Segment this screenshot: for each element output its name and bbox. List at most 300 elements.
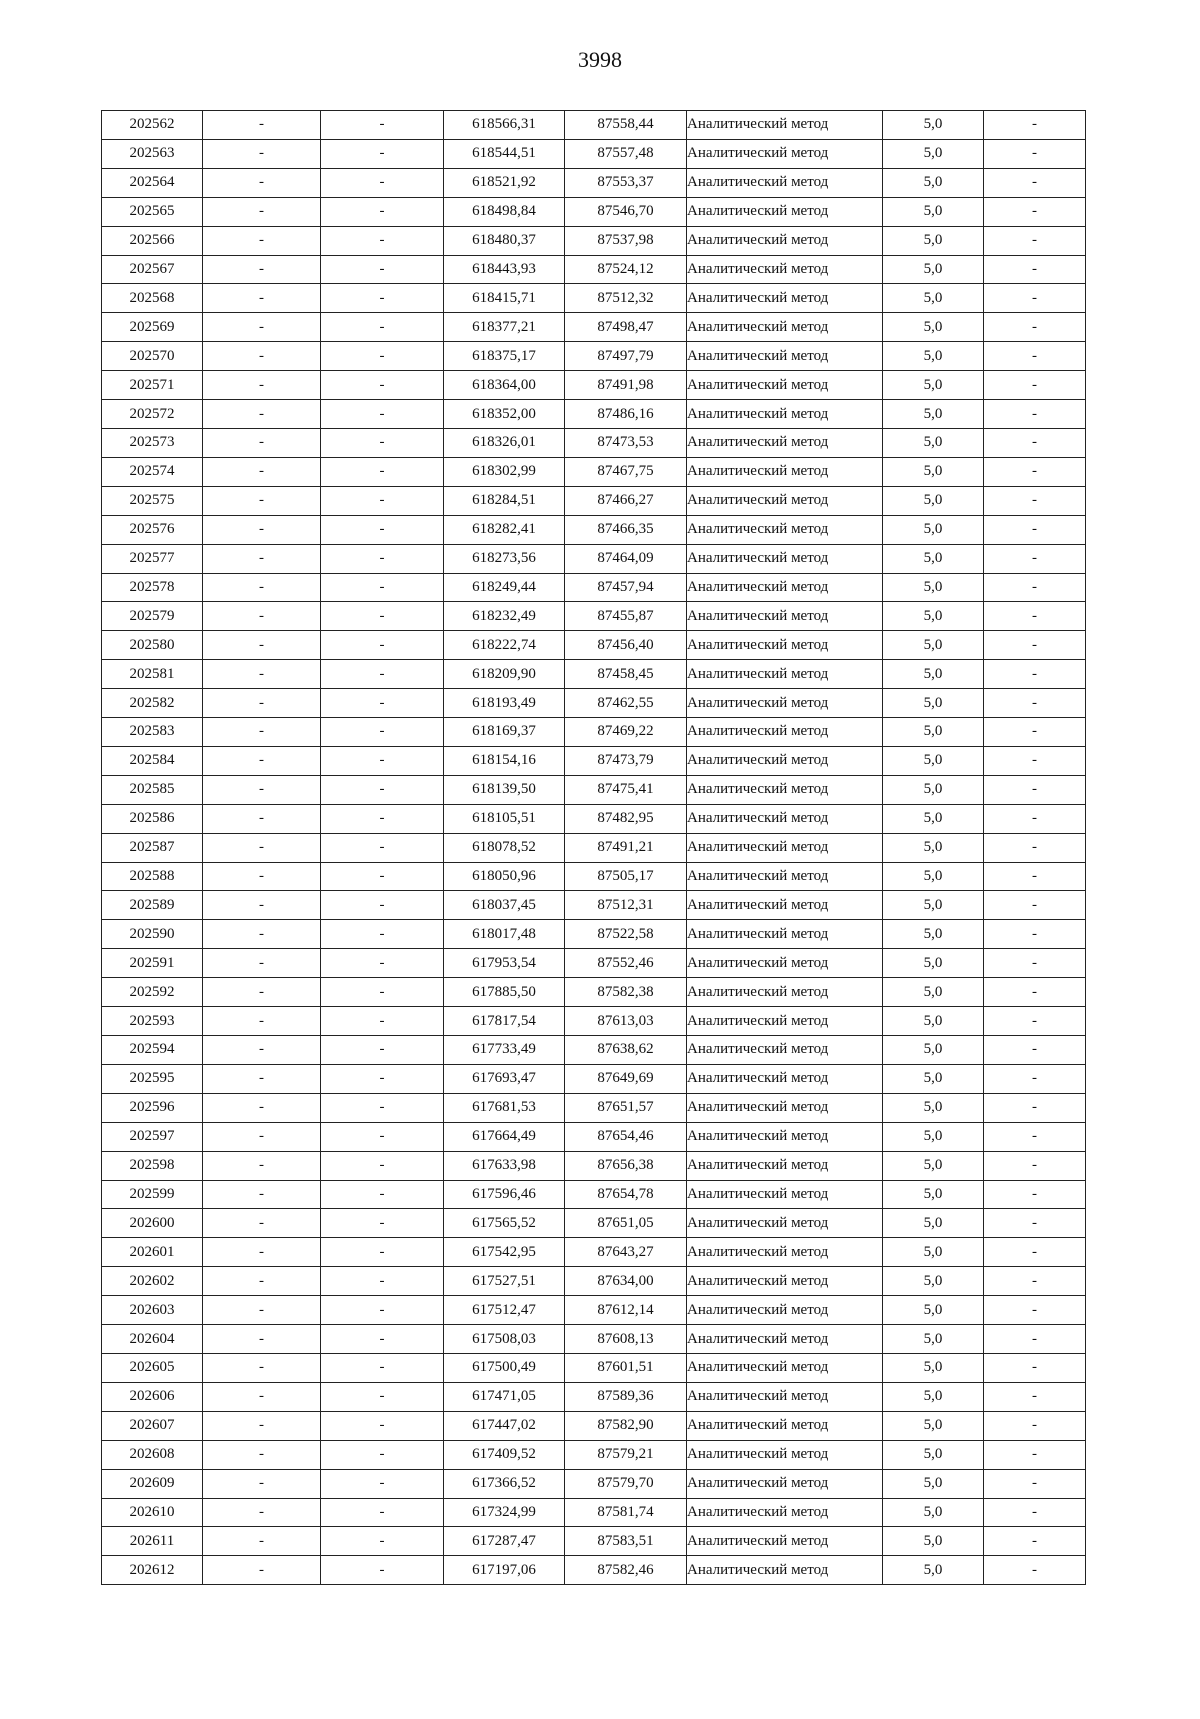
table-row: [102, 400, 1086, 429]
accuracy-cell: 5,0: [883, 139, 984, 168]
dash-cell: -: [203, 602, 321, 631]
dash-cell: -: [203, 1180, 321, 1209]
x-coordinate-cell: 618078,52: [444, 833, 565, 862]
dash-cell: -: [203, 862, 321, 891]
dash-cell: -: [321, 1180, 444, 1209]
accuracy-cell: 5,0: [883, 689, 984, 718]
x-coordinate-cell: 618273,56: [444, 544, 565, 573]
point-id-cell: 202564: [102, 168, 203, 197]
x-coordinate-cell: 618222,74: [444, 631, 565, 660]
table-row: [102, 1036, 1086, 1065]
dash-cell: -: [321, 1151, 444, 1180]
table-row: [102, 255, 1086, 284]
y-coordinate-cell: 87613,03: [565, 1007, 687, 1036]
method-cell: Аналитический метод: [687, 573, 883, 602]
method-cell: Аналитический метод: [687, 631, 883, 660]
y-coordinate-cell: 87643,27: [565, 1238, 687, 1267]
dash-cell: -: [984, 197, 1086, 226]
method-cell: Аналитический метод: [687, 1382, 883, 1411]
accuracy-cell: 5,0: [883, 1209, 984, 1238]
dash-cell: -: [203, 1093, 321, 1122]
accuracy-cell: 5,0: [883, 1267, 984, 1296]
point-id-cell: 202602: [102, 1267, 203, 1296]
point-id-cell: 202595: [102, 1064, 203, 1093]
point-id-cell: 202584: [102, 746, 203, 775]
dash-cell: -: [203, 1469, 321, 1498]
y-coordinate-cell: 87467,75: [565, 457, 687, 486]
accuracy-cell: 5,0: [883, 197, 984, 226]
point-id-cell: 202591: [102, 949, 203, 978]
table-row: [102, 631, 1086, 660]
x-coordinate-cell: 618480,37: [444, 226, 565, 255]
method-cell: Аналитический метод: [687, 746, 883, 775]
point-id-cell: 202581: [102, 660, 203, 689]
dash-cell: -: [321, 920, 444, 949]
point-id-cell: 202583: [102, 718, 203, 747]
y-coordinate-cell: 87608,13: [565, 1325, 687, 1354]
point-id-cell: 202573: [102, 428, 203, 457]
x-coordinate-cell: 617527,51: [444, 1267, 565, 1296]
point-id-cell: 202586: [102, 804, 203, 833]
dash-cell: -: [984, 833, 1086, 862]
dash-cell: -: [321, 139, 444, 168]
accuracy-cell: 5,0: [883, 660, 984, 689]
y-coordinate-cell: 87656,38: [565, 1151, 687, 1180]
x-coordinate-cell: 618193,49: [444, 689, 565, 718]
point-id-cell: 202612: [102, 1556, 203, 1585]
x-coordinate-cell: 617596,46: [444, 1180, 565, 1209]
method-cell: Аналитический метод: [687, 457, 883, 486]
y-coordinate-cell: 87558,44: [565, 111, 687, 140]
point-id-cell: 202580: [102, 631, 203, 660]
dash-cell: -: [984, 1151, 1086, 1180]
table-row: [102, 1411, 1086, 1440]
point-id-cell: 202578: [102, 573, 203, 602]
accuracy-cell: 5,0: [883, 457, 984, 486]
dash-cell: -: [203, 428, 321, 457]
method-cell: Аналитический метод: [687, 1469, 883, 1498]
y-coordinate-cell: 87579,70: [565, 1469, 687, 1498]
dash-cell: -: [203, 775, 321, 804]
y-coordinate-cell: 87524,12: [565, 255, 687, 284]
dash-cell: -: [321, 978, 444, 1007]
table-row: [102, 1353, 1086, 1382]
dash-cell: -: [203, 1238, 321, 1267]
x-coordinate-cell: 617633,98: [444, 1151, 565, 1180]
accuracy-cell: 5,0: [883, 1353, 984, 1382]
x-coordinate-cell: 617512,47: [444, 1296, 565, 1325]
dash-cell: -: [321, 804, 444, 833]
dash-cell: -: [321, 197, 444, 226]
accuracy-cell: 5,0: [883, 1498, 984, 1527]
dash-cell: -: [203, 746, 321, 775]
table-row: [102, 1556, 1086, 1585]
dash-cell: -: [321, 1093, 444, 1122]
x-coordinate-cell: 618017,48: [444, 920, 565, 949]
y-coordinate-cell: 87537,98: [565, 226, 687, 255]
table-row: [102, 775, 1086, 804]
accuracy-cell: 5,0: [883, 342, 984, 371]
dash-cell: -: [203, 515, 321, 544]
table-row: [102, 718, 1086, 747]
dash-cell: -: [984, 1267, 1086, 1296]
dash-cell: -: [203, 718, 321, 747]
x-coordinate-cell: 617565,52: [444, 1209, 565, 1238]
method-cell: Аналитический метод: [687, 833, 883, 862]
point-id-cell: 202607: [102, 1411, 203, 1440]
accuracy-cell: 5,0: [883, 284, 984, 313]
method-cell: Аналитический метод: [687, 255, 883, 284]
dash-cell: -: [321, 168, 444, 197]
method-cell: Аналитический метод: [687, 862, 883, 891]
point-id-cell: 202596: [102, 1093, 203, 1122]
method-cell: Аналитический метод: [687, 1238, 883, 1267]
dash-cell: -: [984, 371, 1086, 400]
y-coordinate-cell: 87634,00: [565, 1267, 687, 1296]
accuracy-cell: 5,0: [883, 602, 984, 631]
dash-cell: -: [321, 891, 444, 920]
method-cell: Аналитический метод: [687, 718, 883, 747]
point-id-cell: 202597: [102, 1122, 203, 1151]
table-row: [102, 197, 1086, 226]
dash-cell: -: [203, 486, 321, 515]
table-row: [102, 1382, 1086, 1411]
x-coordinate-cell: 617817,54: [444, 1007, 565, 1036]
table-row: [102, 284, 1086, 313]
dash-cell: -: [984, 139, 1086, 168]
accuracy-cell: 5,0: [883, 1556, 984, 1585]
y-coordinate-cell: 87582,38: [565, 978, 687, 1007]
dash-cell: -: [203, 891, 321, 920]
method-cell: Аналитический метод: [687, 111, 883, 140]
accuracy-cell: 5,0: [883, 891, 984, 920]
y-coordinate-cell: 87457,94: [565, 573, 687, 602]
x-coordinate-cell: 618037,45: [444, 891, 565, 920]
point-id-cell: 202608: [102, 1440, 203, 1469]
dash-cell: -: [984, 400, 1086, 429]
y-coordinate-cell: 87486,16: [565, 400, 687, 429]
dash-cell: -: [203, 1411, 321, 1440]
dash-cell: -: [984, 920, 1086, 949]
dash-cell: -: [321, 1556, 444, 1585]
x-coordinate-cell: 618443,93: [444, 255, 565, 284]
table-row: [102, 833, 1086, 862]
method-cell: Аналитический метод: [687, 197, 883, 226]
point-id-cell: 202594: [102, 1036, 203, 1065]
y-coordinate-cell: 87522,58: [565, 920, 687, 949]
y-coordinate-cell: 87497,79: [565, 342, 687, 371]
y-coordinate-cell: 87469,22: [565, 718, 687, 747]
dash-cell: -: [321, 1382, 444, 1411]
y-coordinate-cell: 87498,47: [565, 313, 687, 342]
point-id-cell: 202568: [102, 284, 203, 313]
dash-cell: -: [203, 1353, 321, 1382]
table-row: [102, 1498, 1086, 1527]
y-coordinate-cell: 87557,48: [565, 139, 687, 168]
method-cell: Аналитический метод: [687, 515, 883, 544]
accuracy-cell: 5,0: [883, 168, 984, 197]
dash-cell: -: [984, 457, 1086, 486]
dash-cell: -: [321, 1064, 444, 1093]
x-coordinate-cell: 618364,00: [444, 371, 565, 400]
table-row: [102, 891, 1086, 920]
x-coordinate-cell: 618415,71: [444, 284, 565, 313]
x-coordinate-cell: 617542,95: [444, 1238, 565, 1267]
y-coordinate-cell: 87464,09: [565, 544, 687, 573]
dash-cell: -: [984, 660, 1086, 689]
point-id-cell: 202590: [102, 920, 203, 949]
table-row: [102, 862, 1086, 891]
accuracy-cell: 5,0: [883, 544, 984, 573]
method-cell: Аналитический метод: [687, 689, 883, 718]
dash-cell: -: [984, 573, 1086, 602]
method-cell: Аналитический метод: [687, 920, 883, 949]
dash-cell: -: [321, 631, 444, 660]
x-coordinate-cell: 618326,01: [444, 428, 565, 457]
dash-cell: -: [321, 602, 444, 631]
table-row: [102, 573, 1086, 602]
accuracy-cell: 5,0: [883, 949, 984, 978]
dash-cell: -: [984, 1353, 1086, 1382]
dash-cell: -: [203, 457, 321, 486]
dash-cell: -: [321, 486, 444, 515]
table-row: [102, 660, 1086, 689]
method-cell: Аналитический метод: [687, 1122, 883, 1151]
dash-cell: -: [984, 1007, 1086, 1036]
y-coordinate-cell: 87654,78: [565, 1180, 687, 1209]
point-id-cell: 202605: [102, 1353, 203, 1382]
dash-cell: -: [203, 1036, 321, 1065]
dash-cell: -: [321, 342, 444, 371]
accuracy-cell: 5,0: [883, 978, 984, 1007]
dash-cell: -: [321, 1469, 444, 1498]
y-coordinate-cell: 87491,21: [565, 833, 687, 862]
table-row: [102, 1093, 1086, 1122]
accuracy-cell: 5,0: [883, 1411, 984, 1440]
x-coordinate-cell: 618521,92: [444, 168, 565, 197]
dash-cell: -: [203, 284, 321, 313]
dash-cell: -: [321, 284, 444, 313]
method-cell: Аналитический метод: [687, 949, 883, 978]
dash-cell: -: [984, 515, 1086, 544]
dash-cell: -: [321, 371, 444, 400]
table-row: [102, 689, 1086, 718]
table-row: [102, 139, 1086, 168]
dash-cell: -: [203, 197, 321, 226]
point-id-cell: 202593: [102, 1007, 203, 1036]
table-row: [102, 168, 1086, 197]
x-coordinate-cell: 618232,49: [444, 602, 565, 631]
x-coordinate-cell: 618377,21: [444, 313, 565, 342]
x-coordinate-cell: 618209,90: [444, 660, 565, 689]
y-coordinate-cell: 87654,46: [565, 1122, 687, 1151]
dash-cell: -: [321, 1325, 444, 1354]
dash-cell: -: [984, 111, 1086, 140]
dash-cell: -: [321, 1296, 444, 1325]
x-coordinate-cell: 618352,00: [444, 400, 565, 429]
dash-cell: -: [984, 949, 1086, 978]
y-coordinate-cell: 87552,46: [565, 949, 687, 978]
point-id-cell: 202592: [102, 978, 203, 1007]
x-coordinate-cell: 617693,47: [444, 1064, 565, 1093]
method-cell: Аналитический метод: [687, 1209, 883, 1238]
dash-cell: -: [203, 1527, 321, 1556]
point-id-cell: 202570: [102, 342, 203, 371]
y-coordinate-cell: 87473,53: [565, 428, 687, 457]
dash-cell: -: [203, 689, 321, 718]
dash-cell: -: [203, 660, 321, 689]
table-row: [102, 1296, 1086, 1325]
y-coordinate-cell: 87491,98: [565, 371, 687, 400]
dash-cell: -: [203, 1498, 321, 1527]
dash-cell: -: [321, 1411, 444, 1440]
method-cell: Аналитический метод: [687, 1064, 883, 1093]
dash-cell: -: [321, 1007, 444, 1036]
x-coordinate-cell: 617197,06: [444, 1556, 565, 1585]
dash-cell: -: [984, 602, 1086, 631]
dash-cell: -: [984, 1498, 1086, 1527]
x-coordinate-cell: 617664,49: [444, 1122, 565, 1151]
x-coordinate-cell: 618302,99: [444, 457, 565, 486]
x-coordinate-cell: 618375,17: [444, 342, 565, 371]
dash-cell: -: [203, 1382, 321, 1411]
y-coordinate-cell: 87475,41: [565, 775, 687, 804]
dash-cell: -: [321, 544, 444, 573]
dash-cell: -: [321, 1122, 444, 1151]
method-cell: Аналитический метод: [687, 1440, 883, 1469]
dash-cell: -: [203, 920, 321, 949]
point-id-cell: 202565: [102, 197, 203, 226]
dash-cell: -: [984, 689, 1086, 718]
dash-cell: -: [984, 428, 1086, 457]
y-coordinate-cell: 87553,37: [565, 168, 687, 197]
point-id-cell: 202609: [102, 1469, 203, 1498]
table-row: [102, 1151, 1086, 1180]
dash-cell: -: [984, 978, 1086, 1007]
accuracy-cell: 5,0: [883, 804, 984, 833]
dash-cell: -: [203, 1151, 321, 1180]
point-id-cell: 202587: [102, 833, 203, 862]
table-row: [102, 602, 1086, 631]
method-cell: Аналитический метод: [687, 1036, 883, 1065]
x-coordinate-cell: 617733,49: [444, 1036, 565, 1065]
accuracy-cell: 5,0: [883, 1469, 984, 1498]
dash-cell: -: [321, 111, 444, 140]
dash-cell: -: [984, 284, 1086, 313]
x-coordinate-cell: 618105,51: [444, 804, 565, 833]
dash-cell: -: [203, 1209, 321, 1238]
dash-cell: -: [321, 226, 444, 255]
dash-cell: -: [203, 226, 321, 255]
point-id-cell: 202571: [102, 371, 203, 400]
point-id-cell: 202566: [102, 226, 203, 255]
x-coordinate-cell: 618498,84: [444, 197, 565, 226]
y-coordinate-cell: 87473,79: [565, 746, 687, 775]
y-coordinate-cell: 87505,17: [565, 862, 687, 891]
dash-cell: -: [203, 168, 321, 197]
dash-cell: -: [984, 891, 1086, 920]
x-coordinate-cell: 617287,47: [444, 1527, 565, 1556]
point-id-cell: 202604: [102, 1325, 203, 1354]
table-row: [102, 428, 1086, 457]
dash-cell: -: [321, 1498, 444, 1527]
x-coordinate-cell: 618249,44: [444, 573, 565, 602]
point-id-cell: 202579: [102, 602, 203, 631]
dash-cell: -: [984, 1209, 1086, 1238]
table-row: [102, 1209, 1086, 1238]
method-cell: Аналитический метод: [687, 1296, 883, 1325]
method-cell: Аналитический метод: [687, 342, 883, 371]
dash-cell: -: [321, 573, 444, 602]
point-id-cell: 202575: [102, 486, 203, 515]
dash-cell: -: [984, 486, 1086, 515]
dash-cell: -: [203, 978, 321, 1007]
dash-cell: -: [984, 1296, 1086, 1325]
dash-cell: -: [984, 1180, 1086, 1209]
dash-cell: -: [984, 255, 1086, 284]
accuracy-cell: 5,0: [883, 515, 984, 544]
x-coordinate-cell: 618169,37: [444, 718, 565, 747]
dash-cell: -: [203, 139, 321, 168]
accuracy-cell: 5,0: [883, 1036, 984, 1065]
table-row: [102, 1238, 1086, 1267]
accuracy-cell: 5,0: [883, 1093, 984, 1122]
coordinates-table: [101, 110, 1086, 1585]
y-coordinate-cell: 87466,35: [565, 515, 687, 544]
method-cell: Аналитический метод: [687, 1093, 883, 1122]
point-id-cell: 202600: [102, 1209, 203, 1238]
dash-cell: -: [984, 1093, 1086, 1122]
method-cell: Аналитический метод: [687, 486, 883, 515]
y-coordinate-cell: 87638,62: [565, 1036, 687, 1065]
table-row: [102, 1180, 1086, 1209]
dash-cell: -: [984, 804, 1086, 833]
dash-cell: -: [321, 833, 444, 862]
dash-cell: -: [321, 660, 444, 689]
dash-cell: -: [984, 718, 1086, 747]
x-coordinate-cell: 618139,50: [444, 775, 565, 804]
point-id-cell: 202576: [102, 515, 203, 544]
method-cell: Аналитический метод: [687, 804, 883, 833]
point-id-cell: 202562: [102, 111, 203, 140]
x-coordinate-cell: 617508,03: [444, 1325, 565, 1354]
dash-cell: -: [984, 775, 1086, 804]
method-cell: Аналитический метод: [687, 1151, 883, 1180]
method-cell: Аналитический метод: [687, 660, 883, 689]
x-coordinate-cell: 617366,52: [444, 1469, 565, 1498]
accuracy-cell: 5,0: [883, 718, 984, 747]
method-cell: Аналитический метод: [687, 284, 883, 313]
point-id-cell: 202567: [102, 255, 203, 284]
y-coordinate-cell: 87612,14: [565, 1296, 687, 1325]
accuracy-cell: 5,0: [883, 313, 984, 342]
table-row: [102, 978, 1086, 1007]
point-id-cell: 202603: [102, 1296, 203, 1325]
accuracy-cell: 5,0: [883, 371, 984, 400]
accuracy-cell: 5,0: [883, 746, 984, 775]
method-cell: Аналитический метод: [687, 1325, 883, 1354]
y-coordinate-cell: 87466,27: [565, 486, 687, 515]
table-row: [102, 486, 1086, 515]
dash-cell: -: [203, 1440, 321, 1469]
method-cell: Аналитический метод: [687, 1411, 883, 1440]
dash-cell: -: [321, 746, 444, 775]
dash-cell: -: [203, 573, 321, 602]
dash-cell: -: [203, 1007, 321, 1036]
point-id-cell: 202582: [102, 689, 203, 718]
accuracy-cell: 5,0: [883, 1122, 984, 1151]
method-cell: Аналитический метод: [687, 1007, 883, 1036]
